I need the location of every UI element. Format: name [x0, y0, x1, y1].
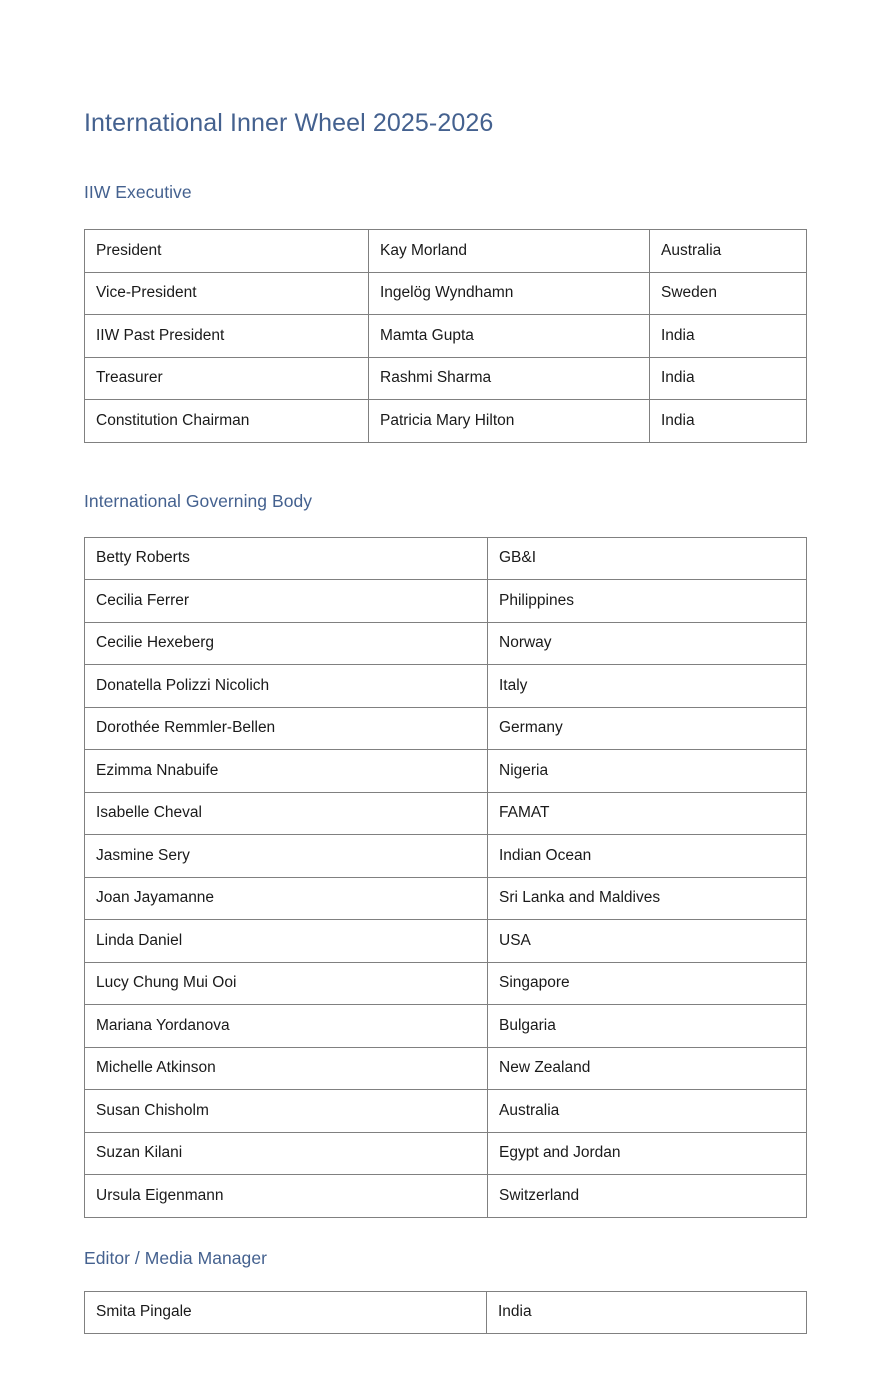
role-cell: IIW Past President — [85, 315, 369, 358]
name-cell: Donatella Polizzi Nicolich — [85, 665, 488, 708]
name-cell: Patricia Mary Hilton — [369, 400, 650, 443]
international-governing-body-table-body — [85, 537, 807, 1217]
country-cell: Bulgaria — [488, 1005, 807, 1048]
country-cell: India — [487, 1291, 807, 1334]
section-heading-international-governing-body: International Governing Body — [84, 490, 313, 511]
role-cell: Treasurer — [85, 357, 369, 400]
country-cell: FAMAT — [488, 792, 807, 835]
country-cell: Sweden — [650, 272, 807, 315]
country-cell: India — [650, 315, 807, 358]
name-cell: Dorothée Remmler-Bellen — [85, 707, 488, 750]
country-cell: Egypt and Jordan — [488, 1132, 807, 1175]
name-cell: Isabelle Cheval — [85, 792, 488, 835]
table-row — [85, 400, 807, 443]
role-cell: Constitution Chairman — [85, 400, 369, 443]
country-cell: Australia — [650, 230, 807, 273]
name-cell: Suzan Kilani — [85, 1132, 488, 1175]
editor-media-manager-table — [84, 1291, 807, 1335]
international-governing-body-table — [84, 537, 807, 1218]
country-cell: Switzerland — [488, 1175, 807, 1218]
table-row — [85, 580, 807, 623]
iiw-executive-table — [84, 229, 807, 443]
country-cell: India — [650, 357, 807, 400]
country-cell: GB&I — [488, 537, 807, 580]
table-row — [85, 272, 807, 315]
table-row — [85, 1175, 807, 1218]
table-row — [85, 357, 807, 400]
name-cell: Betty Roberts — [85, 537, 488, 580]
name-cell: Susan Chisholm — [85, 1090, 488, 1133]
role-cell: Vice-President — [85, 272, 369, 315]
page-title: International Inner Wheel 2025-2026 — [84, 109, 494, 137]
country-cell: Nigeria — [488, 750, 807, 793]
name-cell: Mamta Gupta — [369, 315, 650, 358]
country-cell: New Zealand — [488, 1047, 807, 1090]
table-row — [85, 230, 807, 273]
country-cell: India — [650, 400, 807, 443]
table-row — [85, 1005, 807, 1048]
iiw-executive-table-body — [85, 230, 807, 443]
editor-media-manager-table-body — [85, 1291, 807, 1334]
country-cell: USA — [488, 920, 807, 963]
table-row — [85, 920, 807, 963]
table-row — [85, 622, 807, 665]
table-row — [85, 537, 807, 580]
name-cell: Lucy Chung Mui Ooi — [85, 962, 488, 1005]
country-cell: Australia — [488, 1090, 807, 1133]
name-cell: Ingelög Wyndhamn — [369, 272, 650, 315]
table-row — [85, 665, 807, 708]
table-row — [85, 1090, 807, 1133]
role-cell: President — [85, 230, 369, 273]
name-cell: Ezimma Nnabuife — [85, 750, 488, 793]
table-row — [85, 750, 807, 793]
name-cell: Joan Jayamanne — [85, 877, 488, 920]
country-cell: Norway — [488, 622, 807, 665]
name-cell: Kay Morland — [369, 230, 650, 273]
table-row — [85, 707, 807, 750]
name-cell: Cecilie Hexeberg — [85, 622, 488, 665]
country-cell: Indian Ocean — [488, 835, 807, 878]
table-row — [85, 835, 807, 878]
table-row — [85, 1047, 807, 1090]
section-heading-editor-media-manager: Editor / Media Manager — [84, 1247, 267, 1268]
name-cell: Linda Daniel — [85, 920, 488, 963]
table-row — [85, 792, 807, 835]
name-cell: Michelle Atkinson — [85, 1047, 488, 1090]
name-cell: Smita Pingale — [85, 1291, 487, 1334]
table-row — [85, 1132, 807, 1175]
table-row — [85, 962, 807, 1005]
name-cell: Cecilia Ferrer — [85, 580, 488, 623]
country-cell: Sri Lanka and Maldives — [488, 877, 807, 920]
table-row — [85, 1291, 807, 1334]
country-cell: Germany — [488, 707, 807, 750]
section-heading-iiw-executive: IIW Executive — [84, 182, 192, 202]
country-cell: Singapore — [488, 962, 807, 1005]
name-cell: Mariana Yordanova — [85, 1005, 488, 1048]
name-cell: Ursula Eigenmann — [85, 1175, 488, 1218]
country-cell: Philippines — [488, 580, 807, 623]
name-cell: Rashmi Sharma — [369, 357, 650, 400]
name-cell: Jasmine Sery — [85, 835, 488, 878]
table-row — [85, 315, 807, 358]
table-row — [85, 877, 807, 920]
country-cell: Italy — [488, 665, 807, 708]
